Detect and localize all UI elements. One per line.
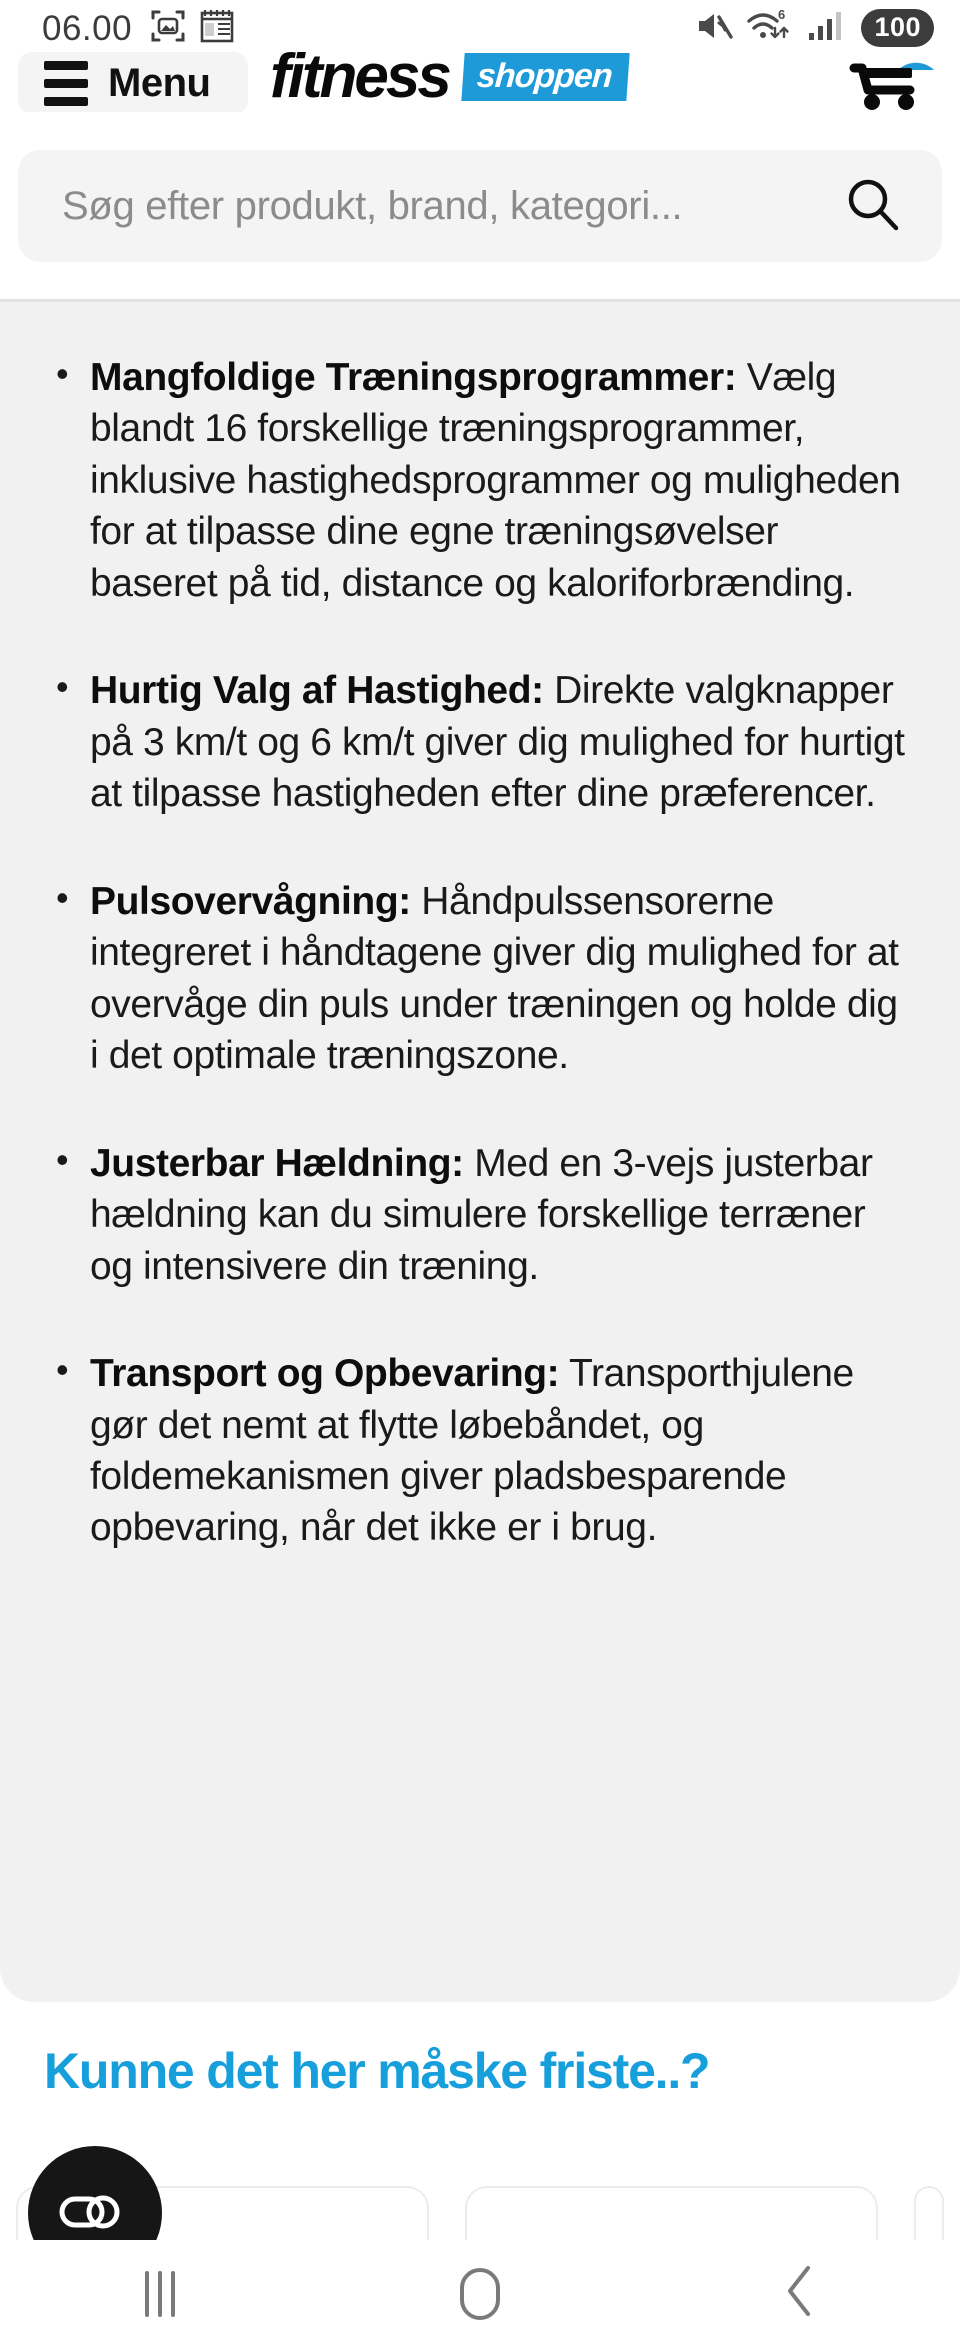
site-header (0, 0, 960, 112)
hamburger-icon (44, 61, 88, 106)
back-icon (780, 2262, 820, 2325)
logo-secondary-text: shoppen (461, 53, 629, 101)
recents-button[interactable] (80, 2240, 240, 2347)
feature-item (48, 1138, 912, 1292)
feature-body: Med en 3-vejs justerbar hældning kan du simulere forskellige terræner og intensivere din træning. (90, 1141, 873, 1288)
feature-title: Pulsovervågning: (90, 879, 411, 923)
menu-button-label: Menu (108, 61, 211, 105)
home-button[interactable] (400, 2240, 560, 2347)
feature-item (48, 876, 912, 1082)
feature-title: Hurtig Valg af Hastighed: (90, 669, 544, 713)
status-clock: 06.00 (38, 9, 136, 48)
home-icon (460, 2268, 500, 2320)
feature-title: Transport og Opbevaring: (90, 1352, 560, 1396)
product-features-panel (0, 302, 960, 2002)
feature-item (48, 665, 912, 819)
feature-title: Mangfoldige Træningsprogrammer: (90, 356, 737, 399)
feature-body: Håndpulssensorerne integreret i håndtagene giver dig mulighed for at overvåge din puls under træningen og holde dig i det optimale træningszone. (90, 879, 899, 1078)
search-icon[interactable] (844, 175, 902, 238)
svg-text:6: 6 (778, 7, 786, 22)
feature-item (48, 352, 912, 609)
feature-item (48, 1348, 912, 1554)
search-zone (0, 112, 960, 300)
feature-body: Transporthjulene gør det nemt at flytte løbebåndet, og foldemekanismen giver pladsbesparende opbevaring, når det ikke er i brug. (90, 1352, 854, 1550)
shopping-cart-icon[interactable] (848, 48, 938, 112)
feature-title: Justerbar Hældning: (90, 1141, 464, 1185)
recents-icon (145, 2271, 175, 2317)
feature-body: Direkte valgknapper på 3 km/t og 6 km/t giver dig mulighed for hurtigt at tilpasse hastigheden efter dine præferencer. (90, 669, 905, 816)
cookie-consent-icon (58, 2189, 132, 2238)
search-placeholder: Søg efter produkt, brand, kategori... (62, 184, 683, 228)
menu-button[interactable] (18, 52, 248, 112)
feature-body: Vælg blandt 16 forskellige træningsprogrammer, inklusive hastighedsprogrammer og muligheden for at tilpasse dine egne træningsøvelser baseret på tid, distance og kaloriforbrænding. (90, 356, 901, 605)
back-button[interactable] (720, 2240, 880, 2347)
android-nav-bar (0, 2240, 960, 2347)
logo-primary-text: fitness (270, 42, 449, 111)
site-logo[interactable] (270, 42, 628, 111)
search-input[interactable] (18, 150, 942, 262)
feature-list (48, 352, 912, 1554)
promo-heading: Kunne det her måske friste..? (44, 2043, 710, 2099)
battery-badge: 100 (861, 9, 934, 46)
